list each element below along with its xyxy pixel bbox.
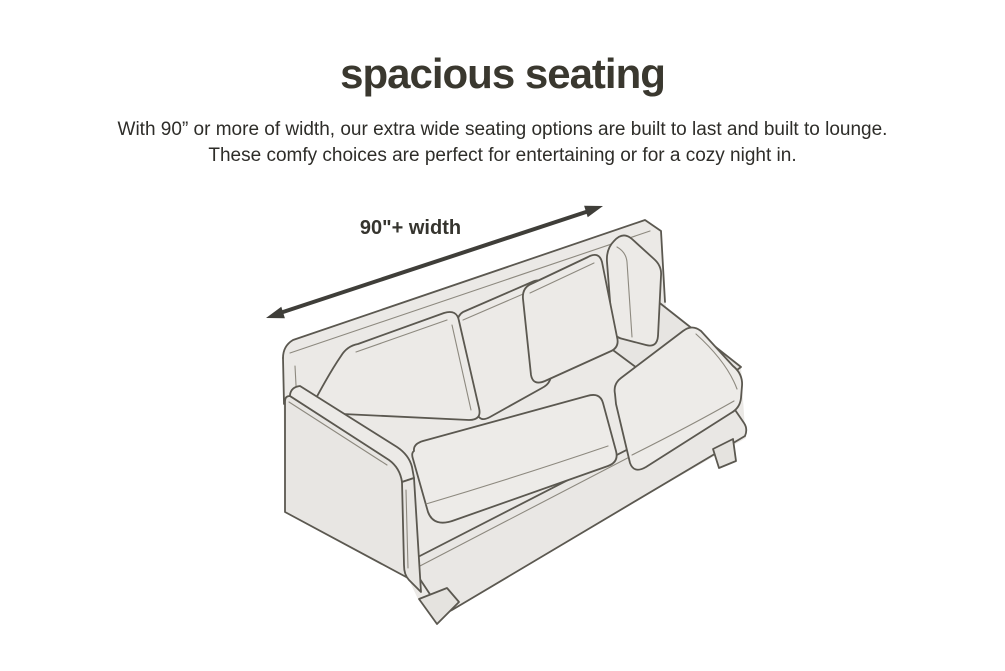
arrowhead-left: [266, 307, 285, 318]
dimension-label: 90"+ width: [359, 217, 462, 239]
subtitle-line-2: These comfy choices are perfect for entertaining or for a cozy night in.: [208, 145, 797, 166]
subtitle-line-1: With 90” or more of width, our extra wide seating options are built to last and built to lounge.: [117, 119, 888, 140]
sofa-illustration: [283, 220, 746, 625]
arrowhead-right: [584, 206, 603, 217]
page-title: spacious seating: [340, 50, 665, 97]
